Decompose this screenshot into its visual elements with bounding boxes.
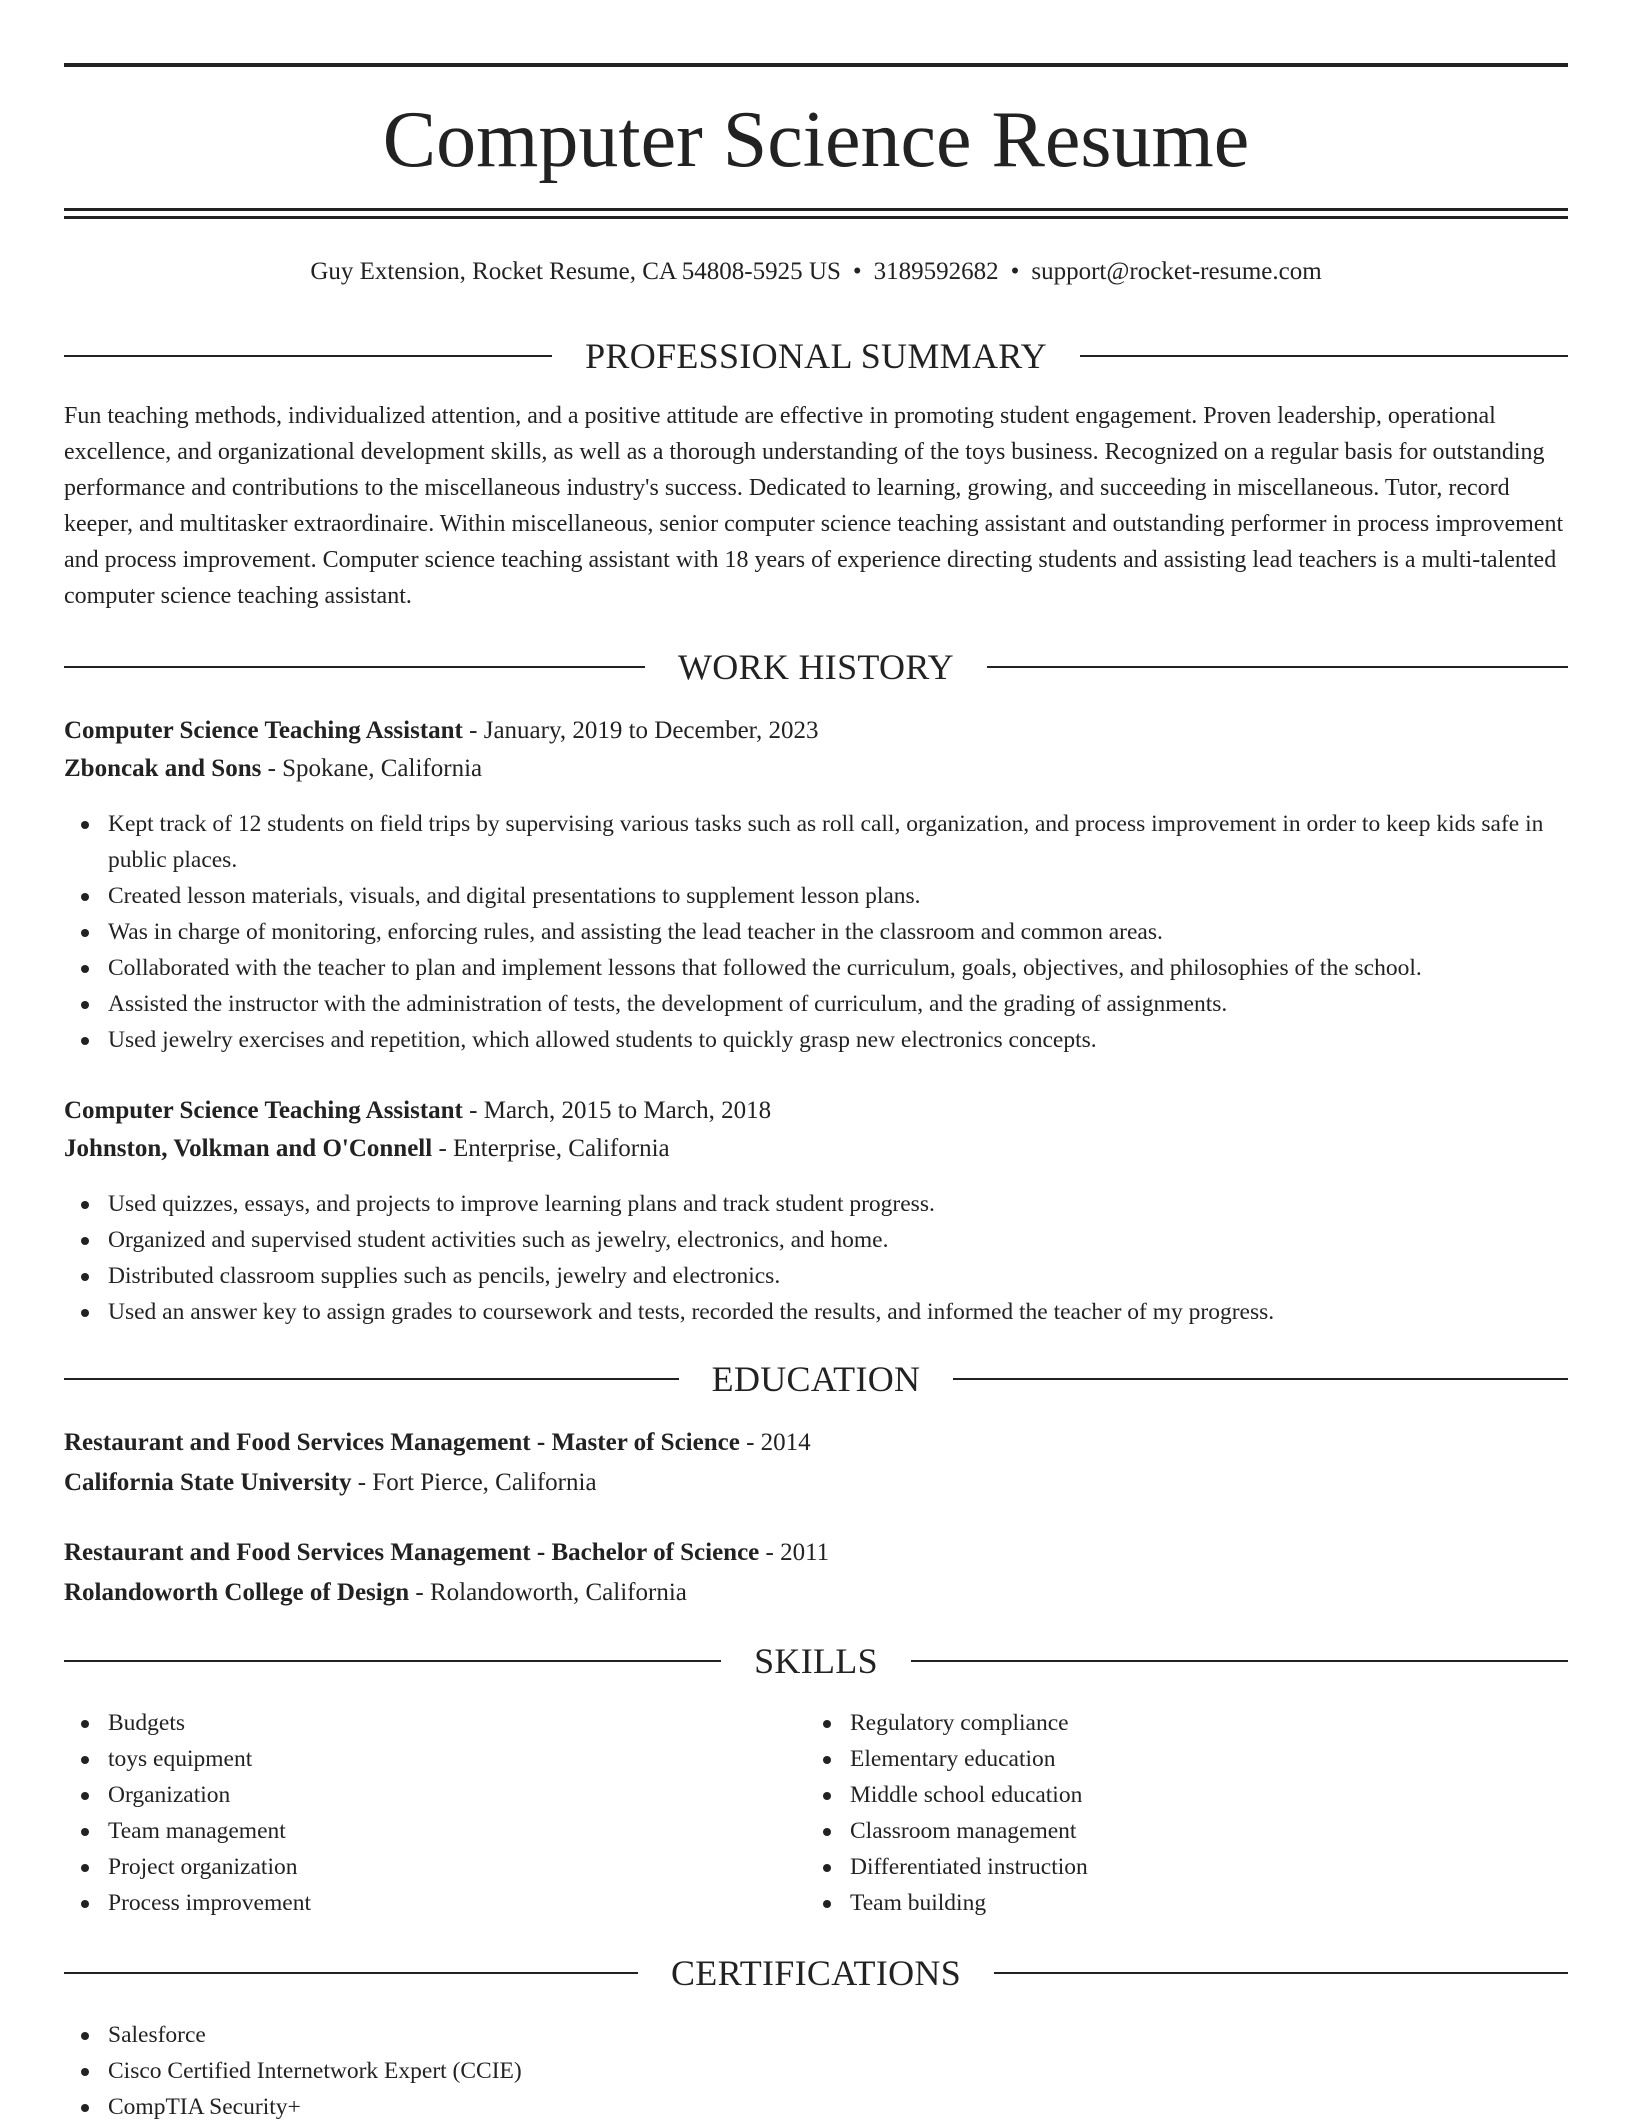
job-title: Computer Science Teaching Assistant: [64, 717, 463, 744]
section-heading-certifications: [64, 1953, 1568, 1993]
list-item: Used jewelry exercises and repetition, which allowed students to quickly grasp new electronics concepts.: [64, 1022, 1568, 1058]
job-dates: - March, 2015 to March, 2018: [462, 1097, 772, 1124]
job-company: Zboncak and Sons: [64, 755, 262, 782]
section-heading-summary: [64, 336, 1568, 376]
education-location: - Rolandoworth, California: [409, 1579, 687, 1606]
education-school-line: [64, 1464, 1568, 1502]
section-heading-label: EDUCATION: [711, 1359, 921, 1399]
job-location: - Enterprise, California: [432, 1135, 670, 1162]
list-item: Middle school education: [806, 1777, 1506, 1813]
contact-phone: 3189592682: [873, 258, 999, 285]
list-item: Salesforce: [64, 2017, 1568, 2053]
summary-text: Fun teaching methods, individualized attention, and a positive attitude are effective in promoting student engagement. Proven leadership, operational excellence, and organizational development skills, as well as a thorough understanding of the toys business. Recognized on a regular basis for outstanding performance and contributions to the miscellaneous industry's success. Dedicated to learning, growing, and succeeding in miscellaneous. Tutor, record keeper, and multitasker extraordinaire. Within miscellaneous, senior computer science teaching assistant and outstanding performer in process improvement and process improvement. Computer science teaching assistant with 18 years of experience directing students and assisting lead teachers is a multi-talented computer science teaching assistant.: [64, 403, 1564, 609]
contact-line: [64, 254, 1568, 290]
job-company-line: [64, 750, 1568, 788]
list-item: Used quizzes, essays, and projects to improve learning plans and track student progress.: [64, 1186, 1568, 1222]
heading-rule: [994, 1972, 1568, 1974]
contact-address: Guy Extension, Rocket Resume, CA 54808-5925 US: [310, 258, 841, 285]
list-item: Distributed classroom supplies such as pencils, jewelry and electronics.: [64, 1258, 1568, 1294]
section-heading-label: CERTIFICATIONS: [670, 1953, 962, 1993]
education-degree-line: [64, 1424, 1568, 1462]
education-location: - Fort Pierce, California: [351, 1469, 597, 1496]
job-location: - Spokane, California: [261, 755, 483, 782]
list-item: Used an answer key to assign grades to coursework and tests, recorded the results, and informed the teacher of my progress.: [64, 1294, 1568, 1330]
section-heading-label: PROFESSIONAL SUMMARY: [585, 336, 1047, 376]
list-item: Regulatory compliance: [806, 1705, 1506, 1741]
section-heading-label: WORK HISTORY: [678, 647, 954, 687]
list-item: Organized and supervised student activities such as jewelry, electronics, and home.: [64, 1222, 1568, 1258]
education-year: - 2011: [759, 1539, 830, 1566]
list-item: Collaborated with the teacher to plan and implement lessons that followed the curriculum, goals, objectives, and philosophies of the school.: [64, 950, 1568, 986]
heading-rule: [1080, 355, 1568, 357]
education-year: - 2014: [739, 1429, 811, 1456]
list-item: Cisco Certified Internetwork Expert (CCIE): [64, 2053, 1568, 2089]
job-dates: - January, 2019 to December, 2023: [462, 717, 819, 744]
education-school: California State University: [64, 1469, 352, 1496]
list-item: Assisted the instructor with the administration of tests, the development of curriculum, and the grading of assignments.: [64, 986, 1568, 1022]
list-item: Classroom management: [806, 1813, 1506, 1849]
section-heading-education: [64, 1359, 1568, 1399]
education-school: Rolandoworth College of Design: [64, 1579, 410, 1606]
job-title: Computer Science Teaching Assistant: [64, 1097, 463, 1124]
contact-email: support@rocket-resume.com: [1031, 258, 1322, 285]
heading-rule: [64, 1378, 679, 1380]
heading-rule: [987, 666, 1568, 668]
list-item: CompTIA Security+: [64, 2089, 1568, 2125]
education-degree-line: [64, 1534, 1568, 1572]
section-heading-skills: [64, 1641, 1568, 1681]
section-heading-work-history: [64, 647, 1568, 687]
job-bullets: [64, 806, 1568, 1058]
education-degree: Restaurant and Food Services Management - Master of Science: [64, 1429, 740, 1456]
education-degree: Restaurant and Food Services Management - Bachelor of Science: [64, 1539, 760, 1566]
education-school-line: [64, 1574, 1568, 1612]
job-company: Johnston, Volkman and O'Connell: [64, 1135, 433, 1162]
list-item: Team building: [806, 1885, 1506, 1921]
heading-rule: [64, 355, 552, 357]
heading-rule: [64, 1972, 638, 1974]
resume-title: Computer Science Resume: [382, 96, 1250, 184]
list-item: Organization: [64, 1777, 764, 1813]
list-item: Kept track of 12 students on field trips by supervising various tasks such as roll call, organization, and process improvement in order to keep kids safe in public places.: [64, 806, 1568, 878]
list-item: Budgets: [64, 1705, 764, 1741]
header-top-rule: [64, 63, 1568, 67]
heading-rule: [911, 1660, 1568, 1662]
contact-separator: •: [852, 258, 862, 285]
list-item: Created lesson materials, visuals, and digital presentations to supplement lesson plans.: [64, 878, 1568, 914]
list-item: toys equipment: [64, 1741, 764, 1777]
job-title-line: [64, 712, 1568, 750]
list-item: Differentiated instruction: [806, 1849, 1506, 1885]
header-double-rule-lower: [64, 216, 1568, 219]
list-item: Process improvement: [64, 1885, 764, 1921]
list-item: Project organization: [64, 1849, 764, 1885]
heading-rule: [64, 666, 645, 668]
heading-rule: [64, 1660, 721, 1662]
skills-list-left: [64, 1705, 764, 1921]
header-double-rule-upper: [64, 208, 1568, 211]
skills-list-right: [806, 1705, 1506, 1921]
contact-separator: •: [1010, 258, 1020, 285]
list-item: Was in charge of monitoring, enforcing rules, and assisting the lead teacher in the classroom and common areas.: [64, 914, 1568, 950]
list-item: Team management: [64, 1813, 764, 1849]
job-bullets: [64, 1186, 1568, 1330]
certifications-list: [64, 2017, 1568, 2125]
heading-rule: [953, 1378, 1568, 1380]
job-title-line: [64, 1092, 1568, 1130]
list-item: Elementary education: [806, 1741, 1506, 1777]
section-heading-label: SKILLS: [754, 1641, 878, 1681]
job-company-line: [64, 1130, 1568, 1168]
